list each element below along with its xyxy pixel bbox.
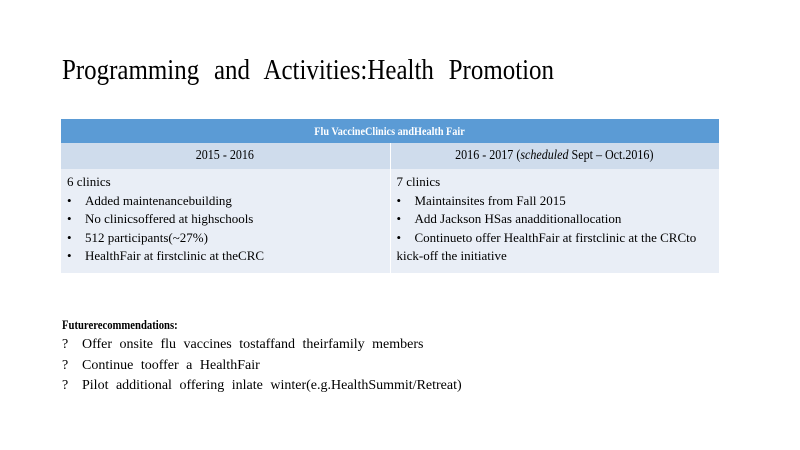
body-row (61, 169, 719, 273)
table-header (61, 119, 719, 143)
year-label-2015: 2015 - 2016 (196, 148, 255, 163)
list-item: • Continueto offer HealthFair at firstclinic at the CRCto (397, 229, 714, 248)
bullet-continuation: kick-off the initiative (396, 248, 507, 263)
bullet-list-2016 (397, 192, 714, 248)
list-item: • Added maintenancebuilding (67, 192, 384, 211)
list-item: • 512 participants(~27%) (67, 229, 384, 248)
question-mark-icon: ? (62, 337, 69, 352)
list-item: • HealthFair at firstclinic at theCRC (67, 247, 384, 266)
list-item: • Maintainsites from Fall 2015 (397, 192, 714, 211)
year-row (61, 143, 719, 169)
body-cell-2016 (391, 169, 720, 273)
year-cell-2016 (391, 143, 720, 169)
body-cell-2015 (61, 169, 391, 273)
future-list (62, 335, 462, 397)
table-header-label: Flu VaccineClinics andHealth Fair (314, 124, 466, 138)
question-mark-icon: ? (62, 357, 69, 373)
list-item: • Add Jackson HSas anadditionallocation (397, 210, 714, 229)
question-mark-icon: ? (62, 378, 69, 393)
list-item: ? Pilot additional offering inlate winter(e.g.HealthSummit/Retreat) (62, 376, 462, 397)
list-item: ? Continue tooffer a HealthFair (62, 356, 462, 377)
future-heading: Futurerecommendations: (62, 317, 178, 332)
bullet-list-2015 (67, 192, 384, 266)
year-label-2016: 2016 - 2017 (scheduled Sept – Oct.2016) (455, 148, 654, 163)
clinics-table (61, 119, 719, 273)
slide-title: Programming and Activities:Health Promotion (62, 54, 555, 86)
year-cell-2015 (61, 143, 391, 169)
scheduled-note: scheduled (520, 148, 569, 163)
clinic-count-2016: 7 clinics (396, 174, 441, 189)
list-item: • No clinicsoffered at highschools (67, 210, 384, 229)
list-item: ? Offer onsite flu vaccines tostaffand theirfamily members (62, 335, 462, 356)
clinic-count-2015: 6 clinics (67, 174, 111, 189)
